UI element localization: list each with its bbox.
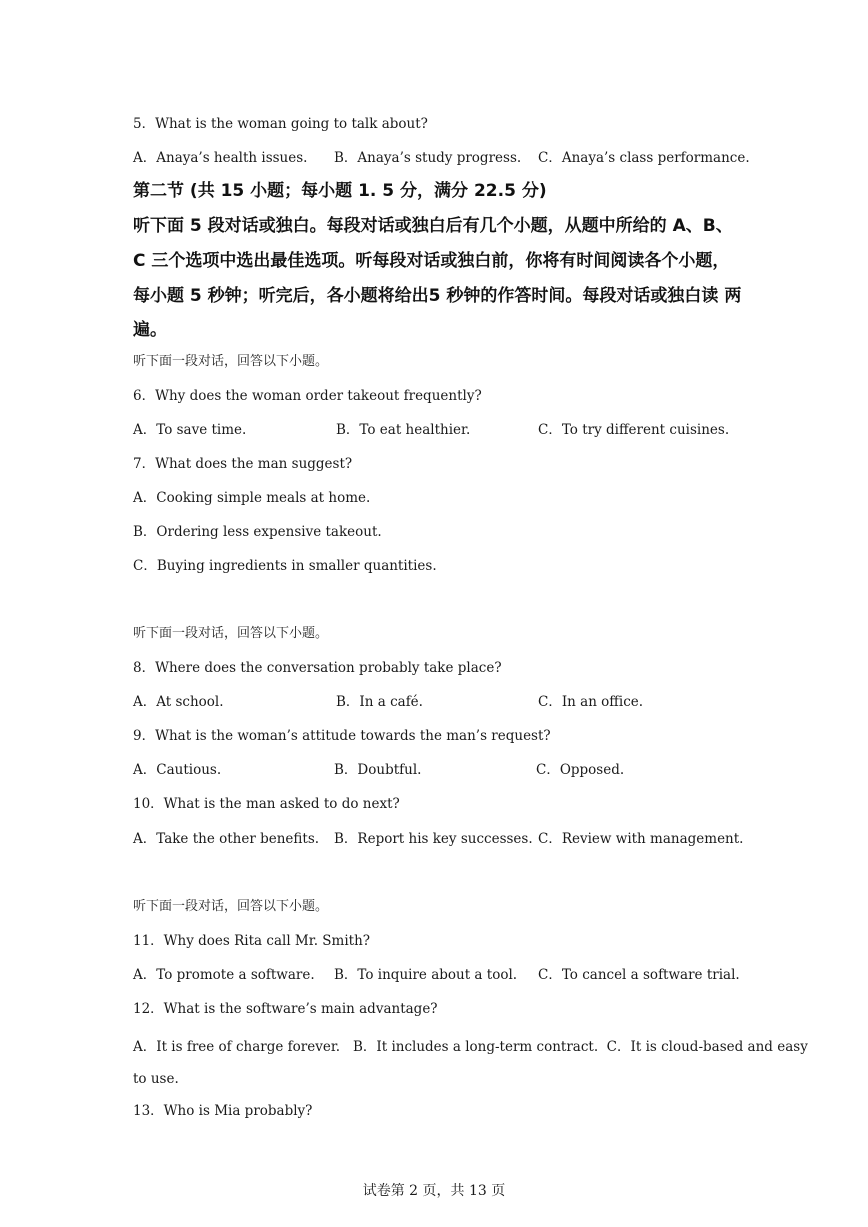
q8-option-b: B．In a café.	[336, 694, 423, 710]
q11-option-c: C．To cancel a software trial.	[538, 967, 740, 983]
q7-option-c: C．Buying ingredients in smaller quantities.	[133, 558, 437, 574]
q8-option-a: A．At school.	[133, 694, 224, 710]
question-13: 13．Who is Mia probably?	[133, 1103, 313, 1119]
q9-option-a: A．Cautious.	[133, 762, 222, 778]
question-11: 11．Why does Rita call Mr. Smith?	[133, 933, 371, 949]
group-6-intro: 听下面一段对话，回答以下小题。	[133, 354, 329, 369]
q11-option-a: A．To promote a software.	[133, 967, 315, 983]
q5-option-a: A．Anaya’s health issues.	[133, 150, 308, 166]
q10-option-a: A．Take the other benefits.	[133, 831, 320, 847]
q9-option-c: C．Opposed.	[536, 762, 625, 778]
question-8: 8．Where does the conversation probably take place?	[133, 660, 502, 676]
q9-option-b: B．Doubtful.	[334, 762, 422, 778]
question-10: 10．What is the man asked to do next?	[133, 796, 400, 812]
q11-option-b: B．To inquire about a tool.	[334, 967, 518, 983]
q8-option-c: C．In an office.	[538, 694, 644, 710]
question-12: 12．What is the software’s main advantage?	[133, 1001, 438, 1017]
q5-option-b: B．Anaya’s study progress.	[334, 150, 522, 166]
group-8-intro: 听下面一段对话，回答以下小题。	[133, 626, 329, 641]
q12-options-line-2: to use.	[133, 1071, 179, 1087]
q12-options-line-1: A．It is free of charge forever. B．It includes a long-term contract. C．It is cloud-based and easy	[133, 1039, 808, 1055]
page-footer: 试卷第 2 页，共 13 页	[362, 1183, 506, 1199]
q7-option-b: B．Ordering less expensive takeout.	[133, 524, 382, 540]
question-6: 6．Why does the woman order takeout frequently?	[133, 388, 482, 404]
q6-option-b: B．To eat healthier.	[336, 422, 471, 438]
q6-option-a: A．To save time.	[133, 422, 247, 438]
group-11-intro: 听下面一段对话，回答以下小题。	[133, 899, 329, 914]
section-2-instructions-line-1: 听下面 5 段对话或独白。每段对话或独白后有几个小题，从题中所给的 A、B、	[133, 216, 733, 236]
section-2-instructions-line-2: C 三个选项中选出最佳选项。听每段对话或独白前，你将有时间阅读各个小题，	[133, 251, 730, 271]
section-2-heading: 第二节 (共 15 小题；每小题 1. 5 分，满分 22.5 分)	[133, 181, 547, 201]
section-2-instructions-line-4: 遍。	[133, 320, 167, 340]
question-9: 9．What is the woman’s attitude towards the man’s request?	[133, 728, 551, 744]
q5-option-c: C．Anaya’s class performance.	[538, 150, 750, 166]
q10-option-c: C．Review with management.	[538, 831, 744, 847]
q6-option-c: C．To try different cuisines.	[538, 422, 730, 438]
section-2-instructions-line-3: 每小题 5 秒钟；听完后，各小题将给出5 秒钟的作答时间。每段对话或独白读 两	[133, 286, 742, 306]
q10-option-b: B．Report his key successes.	[334, 831, 533, 847]
question-7: 7．What does the man suggest?	[133, 456, 353, 472]
question-5: 5．What is the woman going to talk about?	[133, 116, 428, 132]
q7-option-a: A．Cooking simple meals at home.	[133, 490, 371, 506]
